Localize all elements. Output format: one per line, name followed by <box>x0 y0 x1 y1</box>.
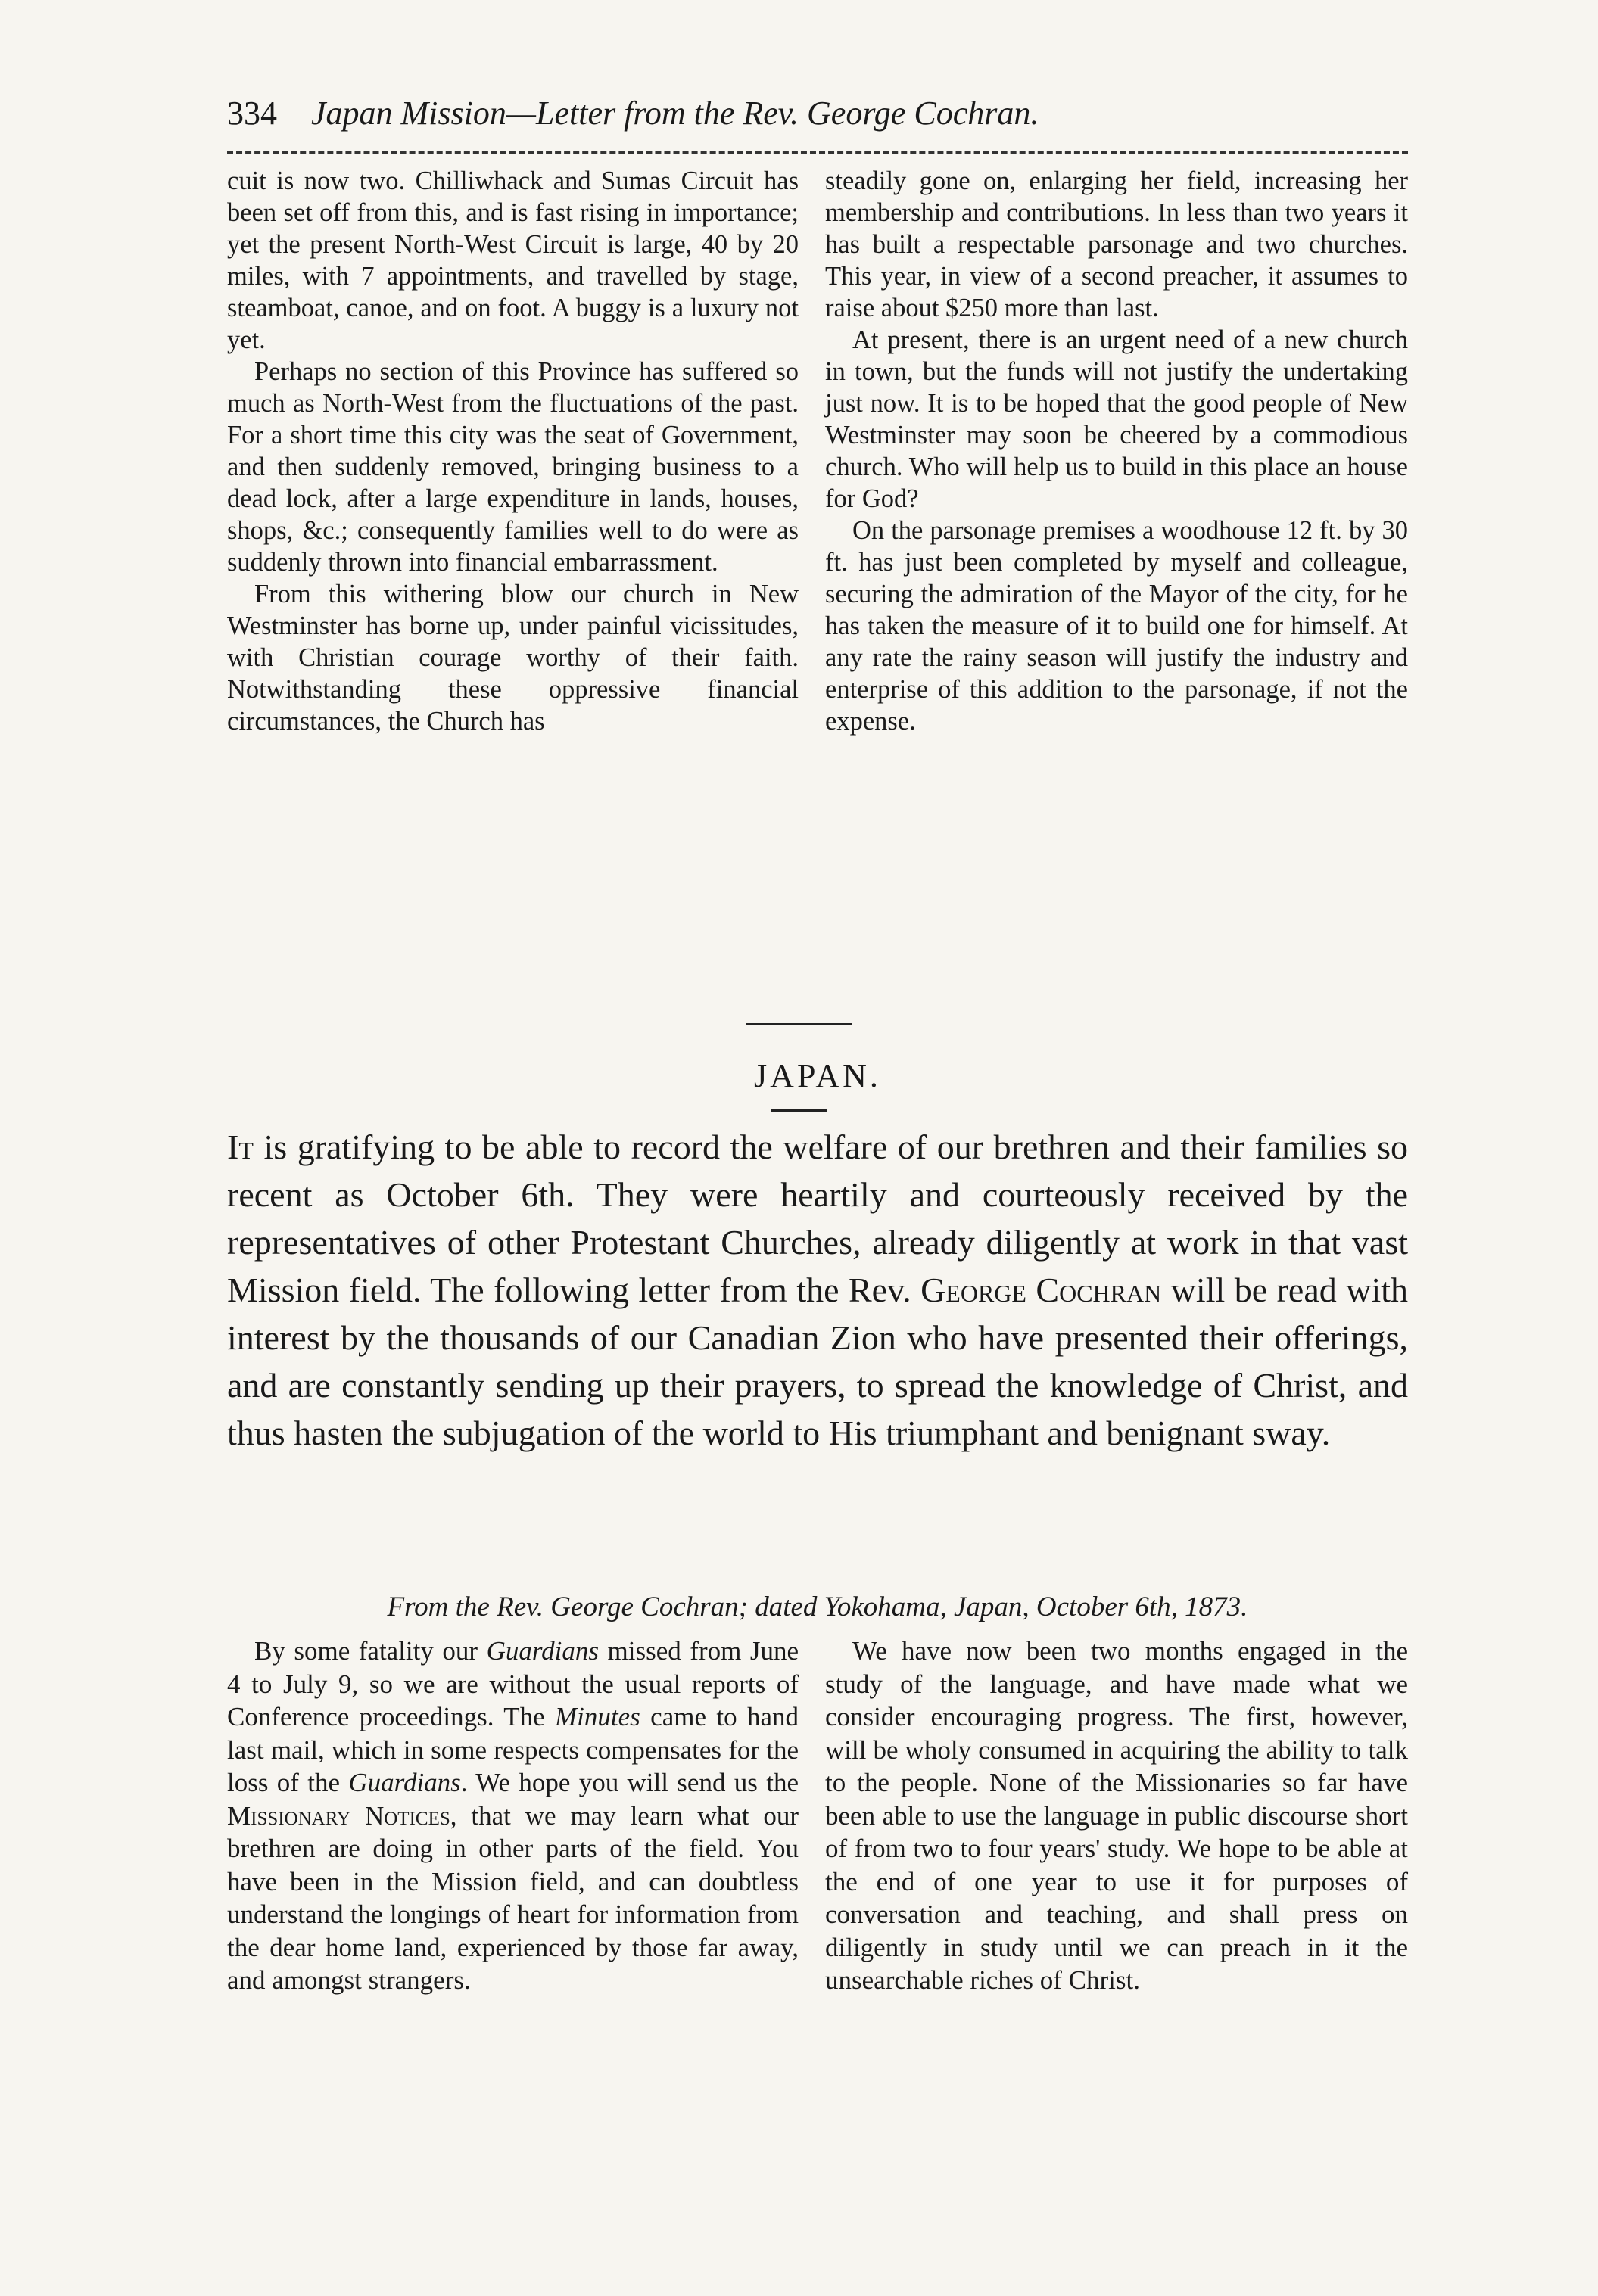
letter-text: , that we may learn what our brethren are doing in other parts of the field. You have been in the Mission field, and can doubtless understand the longings of heart for information from the dear home land, experienced by those far away, and amongst strangers. <box>227 1800 799 1995</box>
column-top-left <box>227 165 799 737</box>
running-title: Japan Mission—Letter from the Rev. George Cochran. <box>311 95 1039 132</box>
section-divider <box>746 1023 852 1025</box>
editorial-intro <box>227 1123 1408 1457</box>
paragraph: At present, there is an urgent need of a new church in town, but the funds will not justify the undertaking just now. It is to be hoped that the good people of New Westminster may soon be cheered by a commodious church. Who will help us to build in this place an house for God? <box>825 325 1408 513</box>
periodical-name: Missionary Notices <box>227 1800 450 1831</box>
column-top-right <box>825 165 1408 737</box>
periodical-name: Guardians <box>348 1768 461 1797</box>
section-title: JAPAN. <box>754 1057 881 1094</box>
paragraph: steadily gone on, enlarging her field, increasing her membership and contributions. In less than two years it has built a respectable parsonage and two churches. This year, in view of a second preacher, it assumes to raise about $250 more than last. <box>825 166 1408 322</box>
letter-text: . We hope you will send us the <box>460 1768 799 1797</box>
periodical-name: Guardians <box>486 1636 600 1666</box>
letter-dateline: From the Rev. George Cochran; dated Yokohama, Japan, October 6th, 1873. <box>387 1591 1248 1622</box>
page-number: 334 <box>227 95 277 132</box>
column-bottom-right <box>825 1635 1408 1997</box>
running-header <box>227 89 1408 138</box>
header-rule <box>227 151 1408 154</box>
letter-text: We have now been two months engaged in the study of the language, and have made what we consider encouraging progress. The first, however, will be wholy consumed in acquiring the ability to talk to the people. None of the Missionaries so far have been able to use the language in public discourse short of from two to four years' study. We hope to be able at the end of one year to use it for purposes of conversation and teaching, and shall press on diligently in study until we can preach in it the unsearchable riches of Christ. <box>825 1636 1408 1995</box>
periodical-name: Minutes <box>555 1702 640 1731</box>
letter-text: By some fatality our <box>254 1636 487 1666</box>
paragraph: On the parsonage premises a woodhouse 12 ft. by 30 ft. has just been completed by myself and colleague, securing the admiration of the Mayor of the city, for he has taken the measure of it to build one for himself. At any rate the rainy season will justify the industry and enterprise of this addition to the parsonage, if not the expense. <box>825 516 1408 736</box>
letter-text: came to hand last mail, which in some respects compensates for the loss of the <box>227 1702 799 1797</box>
letter-text: missed from June 4 to July 9, so we are without the usual reports of Conference proceedings. The <box>227 1636 799 1731</box>
intro-text: is gratifying to be able to record the welfare of our brethren and their families so recent as October 6th. They were heartily and courteously received by the representatives of other Protestant Churches, already diligently at work in that vast Mission field. The following letter from the Rev. <box>227 1128 1408 1309</box>
author-name: George Cochran <box>920 1271 1162 1309</box>
lead-word: It <box>227 1128 254 1166</box>
paragraph: Perhaps no section of this Province has suffered so much as North-West from the fluctuations of the past. For a short time this city was the seat of Government, and then suddenly removed, bringing business to a dead lock, after a large expenditure in lands, houses, shops, &c.; consequently families well to do were as suddenly thrown into financial embarrassment. <box>227 357 799 577</box>
intro-text: will be read with interest by the thousands of our Canadian Zion who have presented their offerings, and are constantly sending up their prayers, to spread the knowledge of Christ, and thus hasten the subjugation of the world to His triumphant and benignant sway. <box>227 1271 1409 1452</box>
paragraph: From this withering blow our church in New Westminster has borne up, under painful vicissitudes, with Christian courage worthy of their faith. Notwithstanding these oppressive financial circumstances, the Church has <box>227 580 799 736</box>
column-bottom-left <box>227 1635 799 1997</box>
paragraph: cuit is now two. Chilliwhack and Sumas Circuit has been set off from this, and is fast rising in importance; yet the present North-West Circuit is large, 40 by 20 miles, with 7 appointments, and travelled by stage, steamboat, canoe, and on foot. A buggy is a luxury not yet. <box>227 166 799 354</box>
title-underline <box>771 1109 827 1112</box>
